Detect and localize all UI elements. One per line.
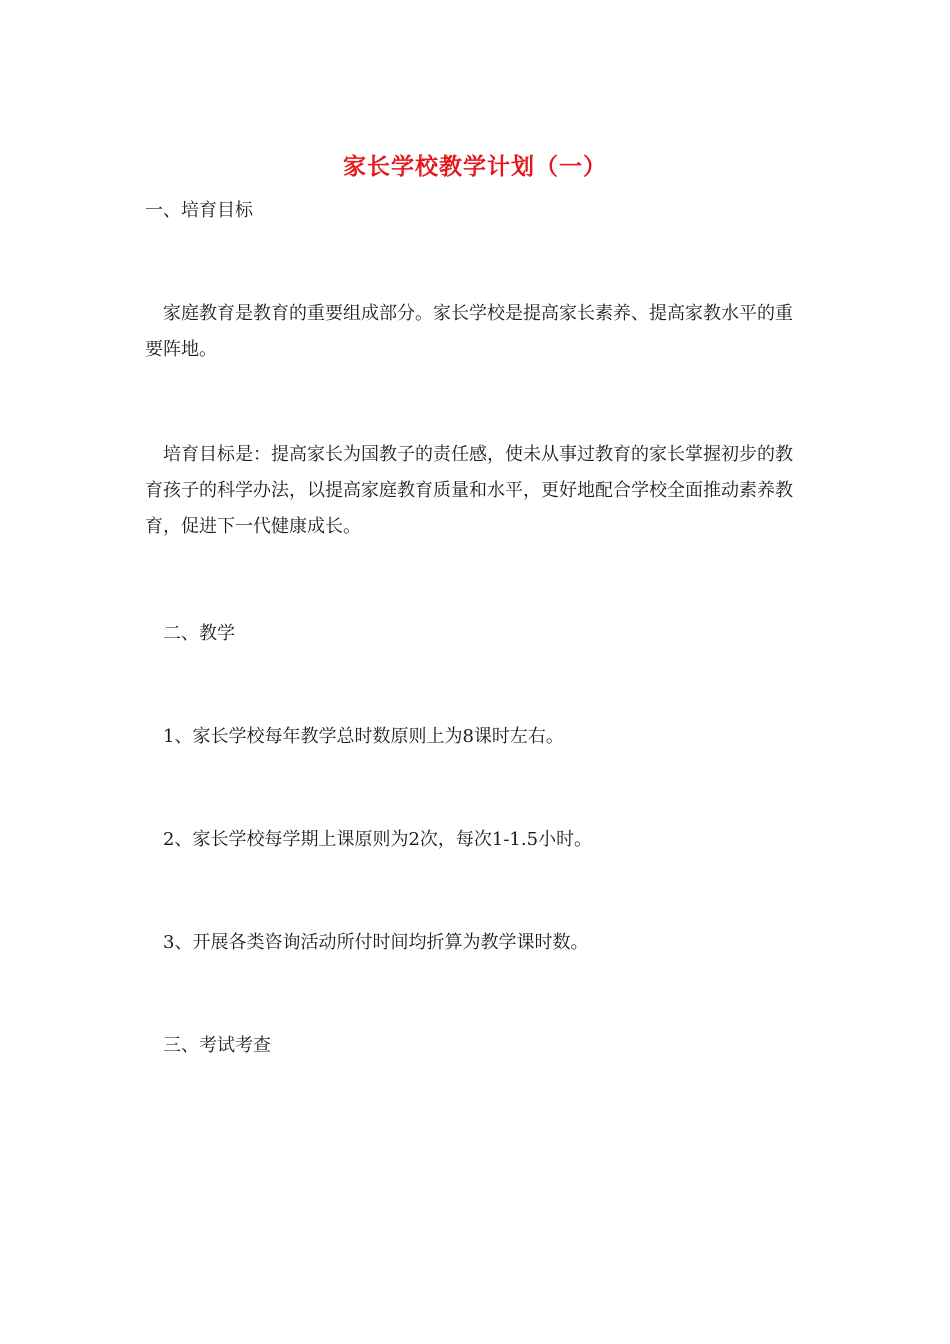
- list-item: 2、家长学校每学期上课原则为2次，每次1-1.5小时。: [163, 829, 593, 850]
- section-heading-goals: 一、培育目标: [145, 200, 253, 221]
- section-heading-teaching: 二、教学: [163, 623, 235, 644]
- paragraph-training-goals: 培育目标是：提高家长为国教子的责任感，使未从事过教育的家长掌握初步的教育孩子的科学办法，以提高家庭教育质量和水平，更好地配合学校全面推动素养教育，促进下一代健康成长。: [145, 444, 793, 537]
- document-title: 家长学校教学计划（一）: [343, 153, 607, 180]
- list-item: 3、开展各类咨询活动所付时间均折算为教学课时数。: [163, 932, 589, 953]
- section-heading-exams: 三、考试考查: [163, 1035, 271, 1056]
- paragraph-family-education: 家庭教育是教育的重要组成部分。家长学校是提高家长素养、提高家教水平的重要阵地。: [145, 303, 793, 360]
- list-item: 1、家长学校每年教学总时数原则上为8课时左右。: [163, 726, 564, 747]
